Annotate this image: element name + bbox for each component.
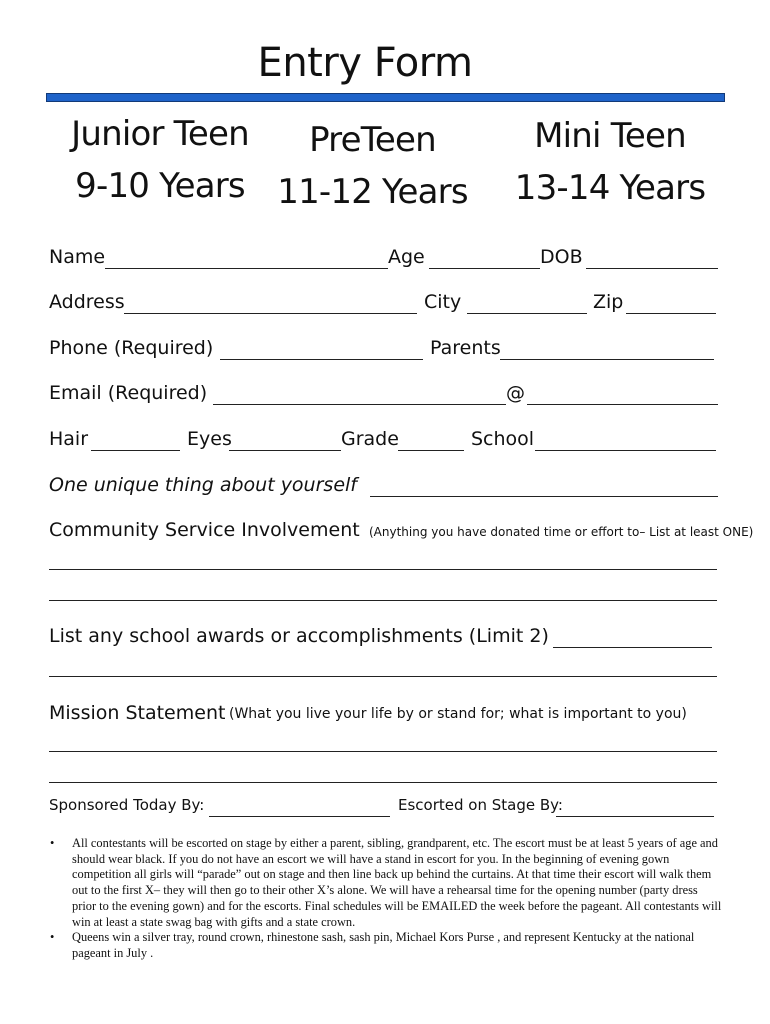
category-preteen (270, 114, 475, 218)
escorted-field[interactable] (556, 816, 714, 817)
category-ages: 11-12 Years (277, 172, 468, 212)
title-rule (46, 93, 725, 102)
category-name: Mini Teen (534, 116, 686, 156)
unique-field[interactable] (370, 496, 718, 497)
category-ages: 13-14 Years (514, 168, 706, 208)
rule-text: All contestants will be escorted on stage by either a parent, sibling, grandparent, etc. The escort must be at least 5 years of age and should wear black. If you do not have an escort we will have a stand in escort for you. In the beginning of evening gown competition all girls will “parade” out on stage and then line back up behind the curtains. At that time their escort will walk them out to the first X– they will then go to their other X’s alone. We will have a rehearsal time for the opening number (party dress prior to the evening gown) and for the escorts. Final schedules will be EMAILED the week before the pageant. All contestants will win at least a state swag bag with gifts and a state crown. (72, 836, 722, 929)
row-hair-eyes-grade-school (49, 424, 718, 454)
category-name: Junior Teen (71, 114, 249, 154)
sponsored-label: Sponsored Today By: (49, 796, 205, 814)
bullet-icon: • (50, 836, 55, 850)
community-label: Community Service Involvement (49, 519, 360, 541)
eyes-field[interactable] (229, 450, 341, 451)
rules-list (48, 836, 722, 962)
awards-line-2[interactable] (49, 676, 717, 677)
row-phone-parents (49, 333, 718, 363)
awards-label: List any school awards or accomplishments (Limit 2) (49, 625, 549, 647)
grade-field[interactable] (398, 450, 464, 451)
phone-field[interactable] (220, 359, 423, 360)
parents-label: Parents (430, 337, 501, 359)
awards-field[interactable] (553, 647, 712, 648)
email-at-label: @ (506, 382, 525, 404)
age-label: Age (388, 246, 425, 268)
parents-field[interactable] (500, 359, 714, 360)
escorted-label: Escorted on Stage By: (398, 796, 563, 814)
rule-text: Queens win a silver tray, round crown, rhinestone sash, sash pin, Michael Kors Purse , and represent Kentucky at the national pageant in July . (72, 930, 695, 960)
zip-field[interactable] (626, 313, 716, 314)
dob-field[interactable] (586, 268, 718, 269)
bullet-icon: • (50, 930, 55, 945)
dob-label: DOB (540, 246, 583, 268)
community-line-2[interactable] (49, 600, 717, 601)
sponsored-field[interactable] (209, 816, 390, 817)
name-label: Name (49, 246, 106, 268)
mission-line-2[interactable] (49, 782, 717, 783)
school-label: School (471, 428, 535, 450)
address-label: Address (49, 291, 125, 313)
row-mission (49, 698, 718, 728)
eyes-label: Eyes (187, 428, 232, 450)
row-address (49, 287, 718, 317)
row-unique (49, 470, 718, 500)
list-item (48, 930, 722, 961)
category-ages: 9-10 Years (75, 166, 245, 206)
unique-label: One unique thing about yourself (49, 474, 357, 496)
email-user-field[interactable] (213, 404, 506, 405)
category-name: PreTeen (309, 120, 436, 160)
row-community (49, 515, 754, 545)
phone-label: Phone (Required) (49, 337, 214, 359)
row-awards (49, 621, 718, 651)
mission-label: Mission Statement (49, 702, 226, 724)
row-email (49, 378, 718, 408)
grade-label: Grade (341, 428, 399, 450)
mission-line-1[interactable] (49, 751, 717, 752)
category-mini-teen (500, 110, 720, 214)
row-name-age-dob (49, 242, 718, 272)
address-field[interactable] (124, 313, 417, 314)
category-junior-teen (50, 108, 270, 212)
community-line-1[interactable] (49, 569, 717, 570)
hair-label: Hair (49, 428, 89, 450)
zip-label: Zip (593, 291, 624, 313)
list-item (48, 836, 722, 930)
hair-field[interactable] (91, 450, 180, 451)
row-sponsored-escorted (49, 790, 718, 820)
email-domain-field[interactable] (527, 404, 718, 405)
mission-note: (What you live your life by or stand for; what is important to you) (229, 706, 687, 722)
form-title: Entry Form (257, 40, 473, 86)
email-label: Email (Required) (49, 382, 208, 404)
school-field[interactable] (535, 450, 716, 451)
community-note: (Anything you have donated time or effort to– List at least ONE) (369, 525, 754, 539)
name-field[interactable] (105, 268, 388, 269)
city-label: City (424, 291, 462, 313)
city-field[interactable] (467, 313, 587, 314)
age-field[interactable] (429, 268, 540, 269)
